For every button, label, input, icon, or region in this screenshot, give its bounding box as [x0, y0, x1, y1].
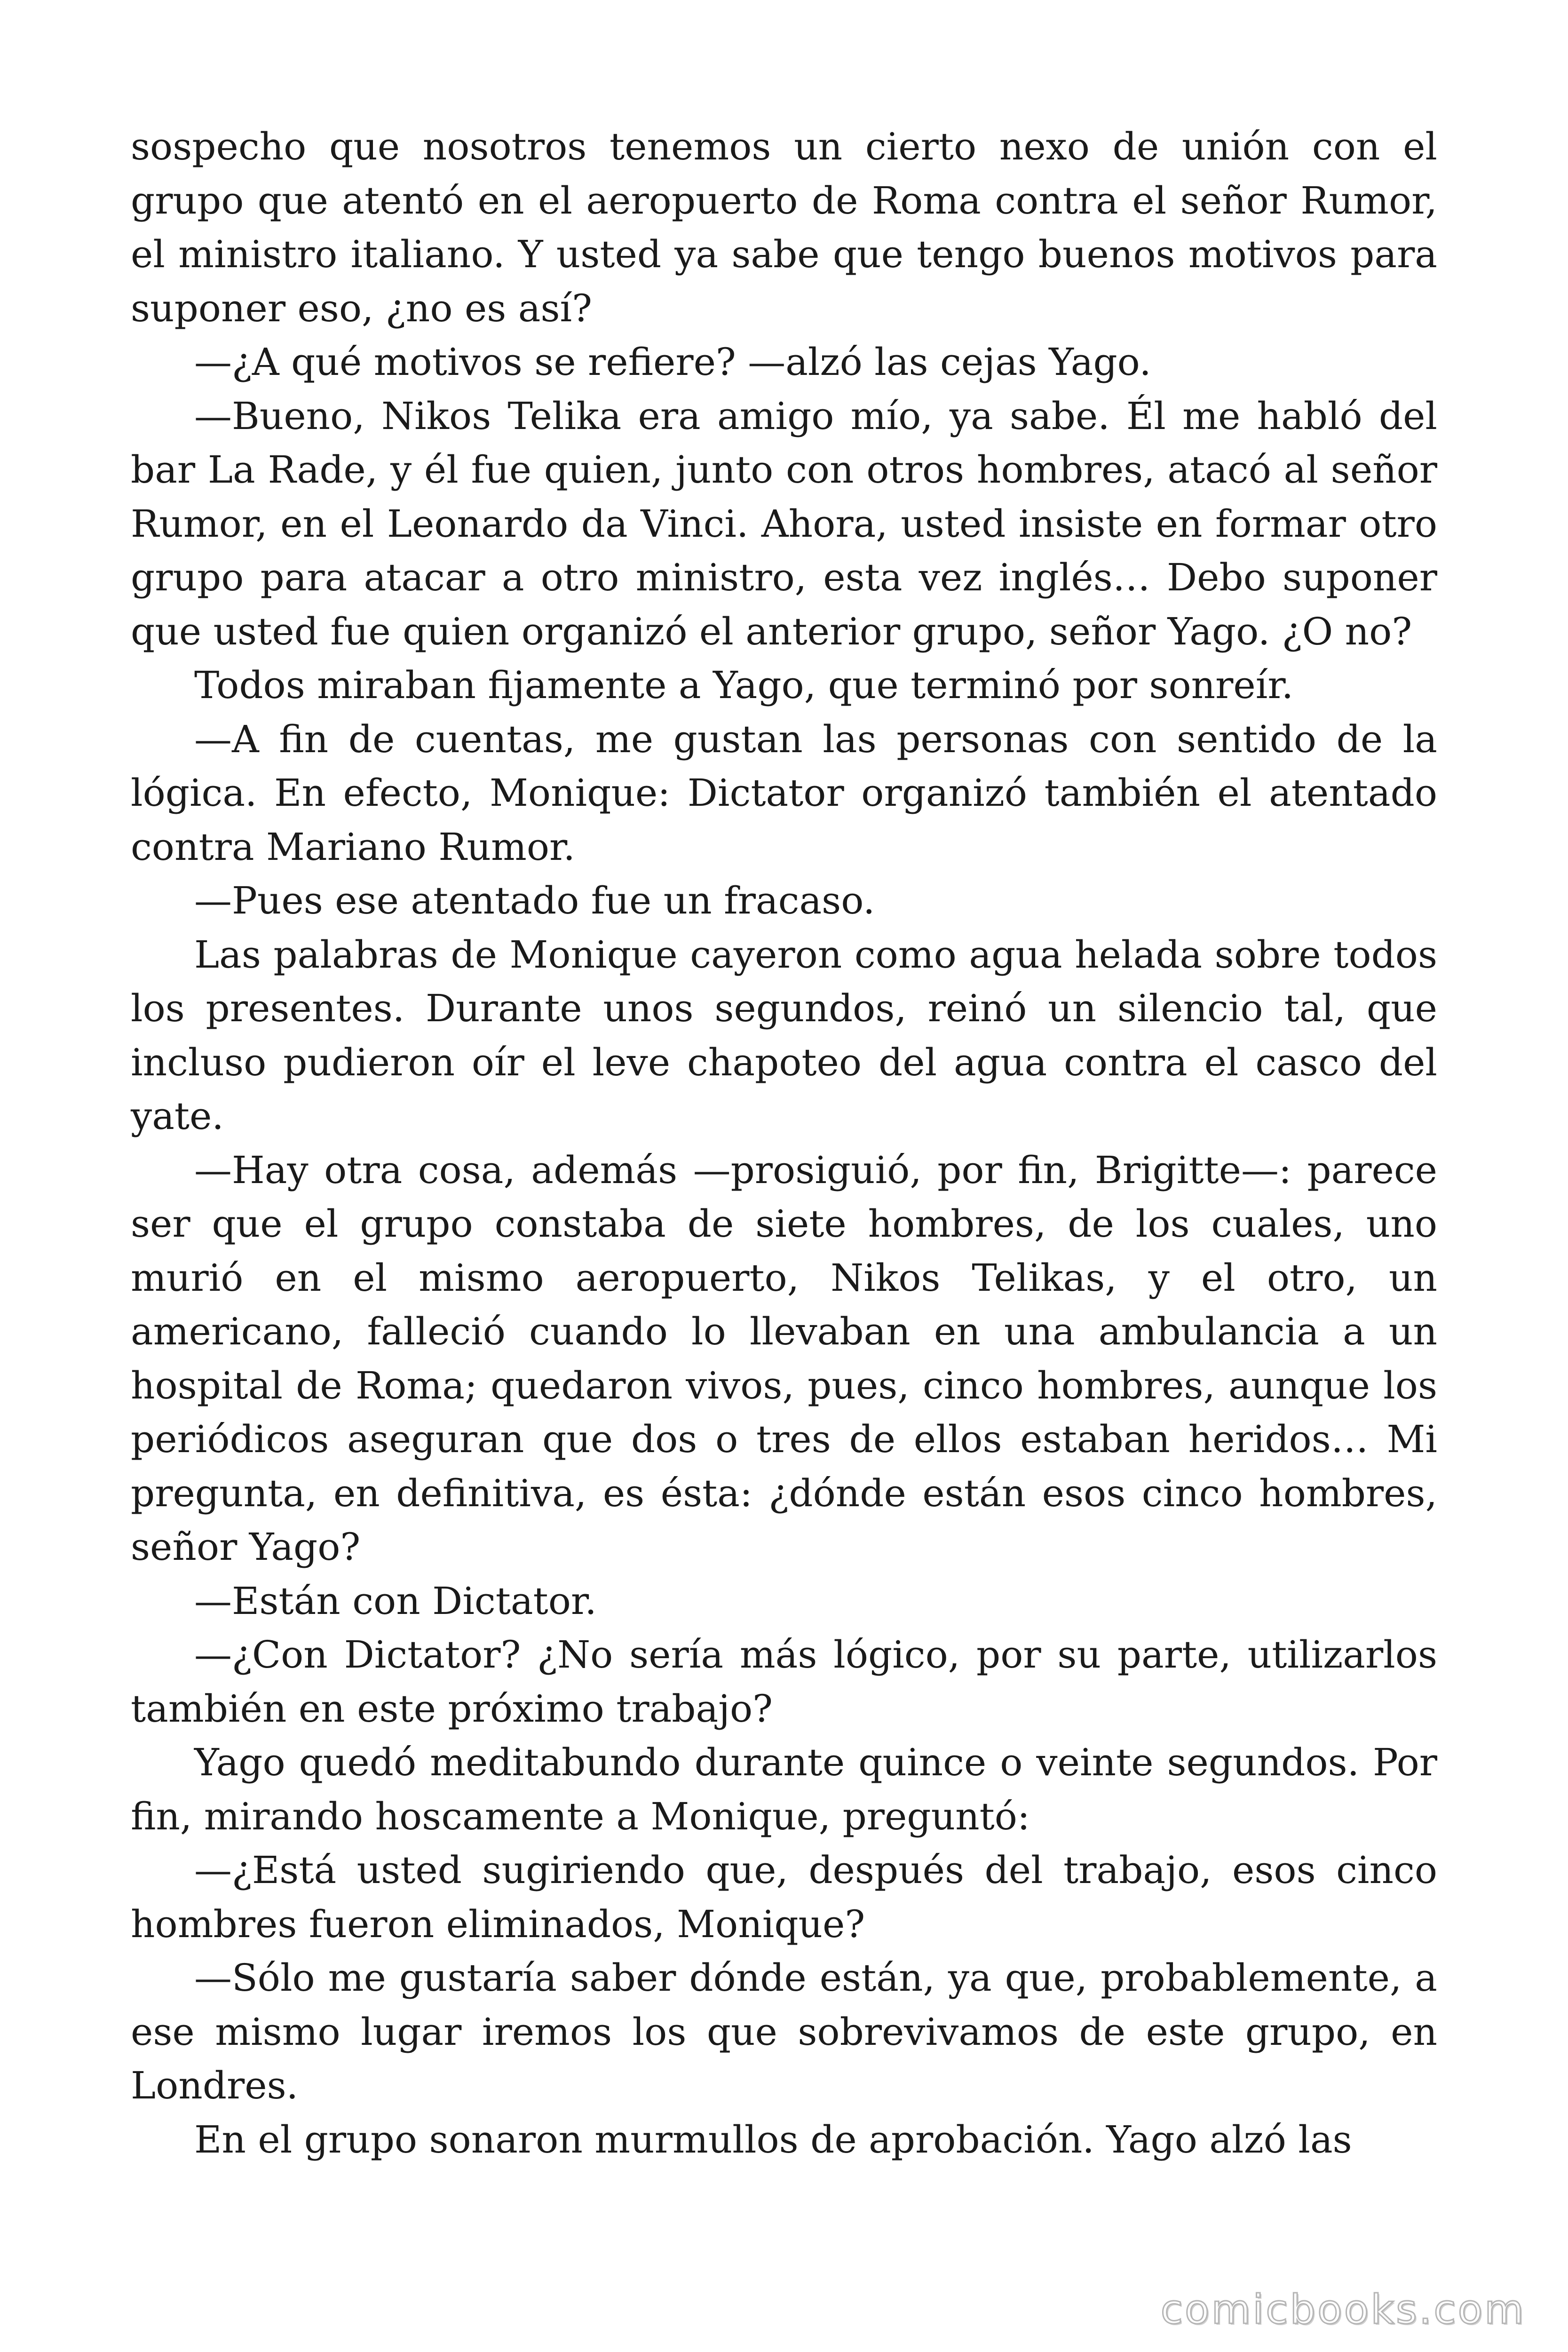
- paragraph-6: —Pues ese atentado fue un fracaso.: [194, 879, 875, 922]
- paragraph-12: —¿Está usted sugiriendo que, después del trabajo, esos cinco hombres fueron eliminados, Monique?: [131, 1848, 1437, 1946]
- paragraph-8: —Hay otra cosa, además —prosiguió, por fin, Brigitte—: parece ser que el grupo constaba de siete hombres, de los cuales, uno murió en el mismo aeropuerto, Nikos Telikas, y el otro, un americano, falleció cuando lo llevaban en una ambulancia a un hospital de Roma; quedaron vivos, pues, cinco hombres, aunque los periódicos aseguran que dos o tres de ellos estaban heridos… Mi pregunta, en definitiva, es ésta: ¿dónde están esos cinco hombres, señor Yago?: [131, 1148, 1437, 1569]
- watermark: comicbooks.com: [1160, 2286, 1526, 2333]
- paragraph-11: Yago quedó meditabundo durante quince o veinte segundos. Por fin, mirando hoscamente a Monique, preguntó:: [131, 1740, 1437, 1838]
- paragraph-3: —Bueno, Nikos Telika era amigo mío, ya sabe. Él me habló del bar La Rade, y él fue quien, junto con otros hombres, atacó al señor Rumor, en el Leonardo da Vinci. Ahora, usted insiste en formar otro grupo para atacar a otro ministro, esta vez inglés… Debo suponer que usted fue quien organizó el anterior grupo, señor Yago. ¿O no?: [131, 394, 1437, 653]
- paragraph-14: En el grupo sonaron murmullos de aprobación. Yago alzó las: [194, 2117, 1352, 2161]
- paragraph-7: Las palabras de Monique cayeron como agua helada sobre todos los presentes. Durante unos segundos, reinó un silencio tal, que incluso pudieron oír el leve chapoteo del agua contra el casco del yate.: [131, 932, 1437, 1138]
- body-text: [131, 120, 1437, 2167]
- paragraph-4: Todos miraban fijamente a Yago, que terminó por sonreír.: [194, 663, 1294, 707]
- paragraph-5: —A fin de cuentas, me gustan las personas con sentido de la lógica. En efecto, Monique: Dictator organizó también el atentado contra Mariano Rumor.: [131, 717, 1437, 869]
- paragraph-13: —Sólo me gustaría saber dónde están, ya que, probablemente, a ese mismo lugar iremos los que sobrevivamos de este grupo, en Londres.: [131, 1956, 1437, 2107]
- paragraph-9: —Están con Dictator.: [194, 1579, 597, 1623]
- paragraph-10: —¿Con Dictator? ¿No sería más lógico, por su parte, utilizarlos también en este próximo trabajo?: [131, 1633, 1437, 1731]
- paragraph-2: —¿A qué motivos se refiere? —alzó las cejas Yago.: [194, 340, 1151, 384]
- paragraph-1: sospecho que nosotros tenemos un cierto nexo de unión con el grupo que atentó en el aeropuerto de Roma contra el señor Rumor, el ministro italiano. Y usted ya sabe que tengo buenos motivos para suponer eso, ¿no es así?: [131, 125, 1437, 330]
